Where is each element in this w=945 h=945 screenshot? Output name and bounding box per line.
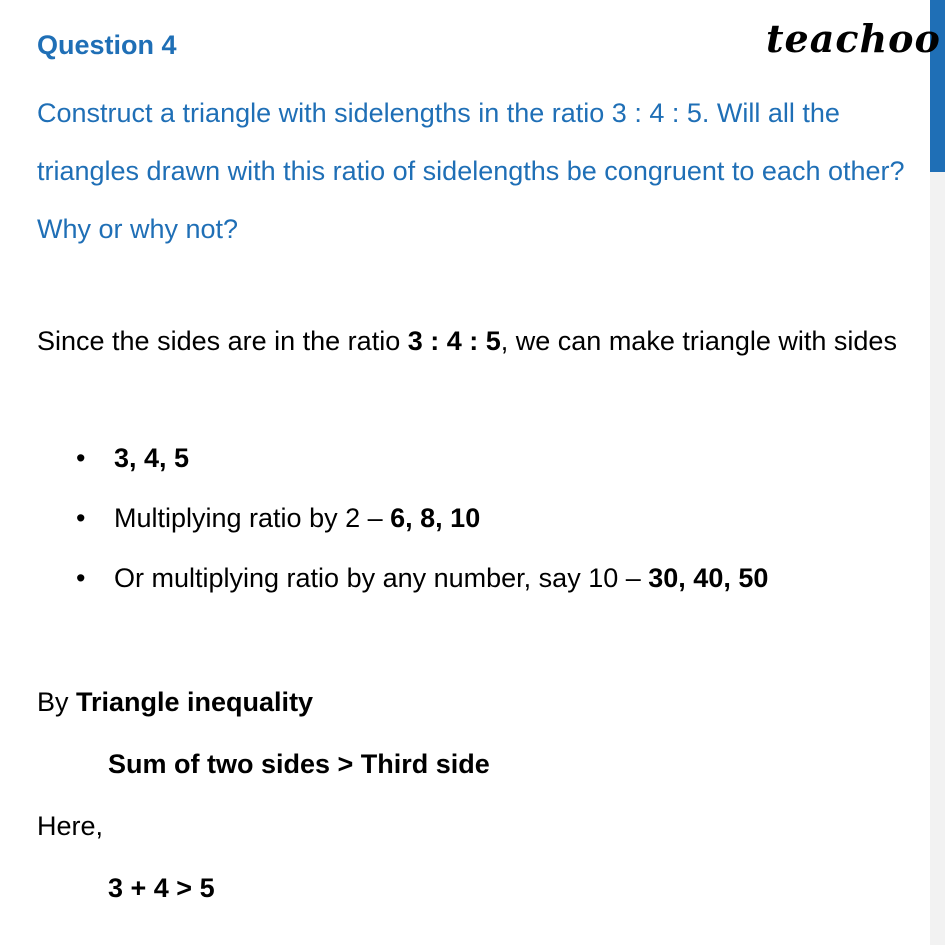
- bullet-item: [76, 563, 768, 594]
- inequality-check: 3 + 4 > 5: [108, 873, 215, 903]
- bullet-bold: 3, 4, 5: [114, 443, 190, 473]
- triangle-inequality-line: [37, 675, 313, 729]
- bullet-dot: •: [76, 443, 86, 473]
- answer-intro: [37, 314, 907, 368]
- bullet-dot: •: [76, 503, 86, 533]
- intro-text-before: Since the sides are in the ratio: [37, 326, 408, 356]
- inequality-rule: Sum of two sides > Third side: [108, 749, 490, 779]
- by-label: By: [37, 687, 77, 717]
- bullet-bold: 6, 8, 10: [390, 503, 481, 533]
- question-text: Construct a triangle with sidelengths in the ratio 3 : 4 : 5. Will all the triangles drawn with this ratio of sidelengths be congruent to each other? Why or why not?: [37, 98, 905, 244]
- question-title: Question 4: [37, 30, 177, 60]
- bullet-item: [76, 443, 189, 474]
- bullet-plain: Multiplying ratio by 2 –: [114, 503, 391, 533]
- bullet-dot: •: [76, 563, 86, 593]
- intro-text-after: , we can make triangle with sides: [500, 326, 897, 356]
- triangle-inequality-heading: Triangle inequality: [76, 687, 314, 717]
- bullet-plain: Or multiplying ratio by any number, say 10 –: [114, 563, 649, 593]
- bullet-bold: 30, 40, 50: [648, 563, 769, 593]
- here-label: Here,: [37, 811, 104, 841]
- teachoo-logo: teachoo: [766, 16, 941, 61]
- bullet-item: [76, 503, 480, 534]
- intro-ratio: 3 : 4 : 5: [407, 326, 501, 356]
